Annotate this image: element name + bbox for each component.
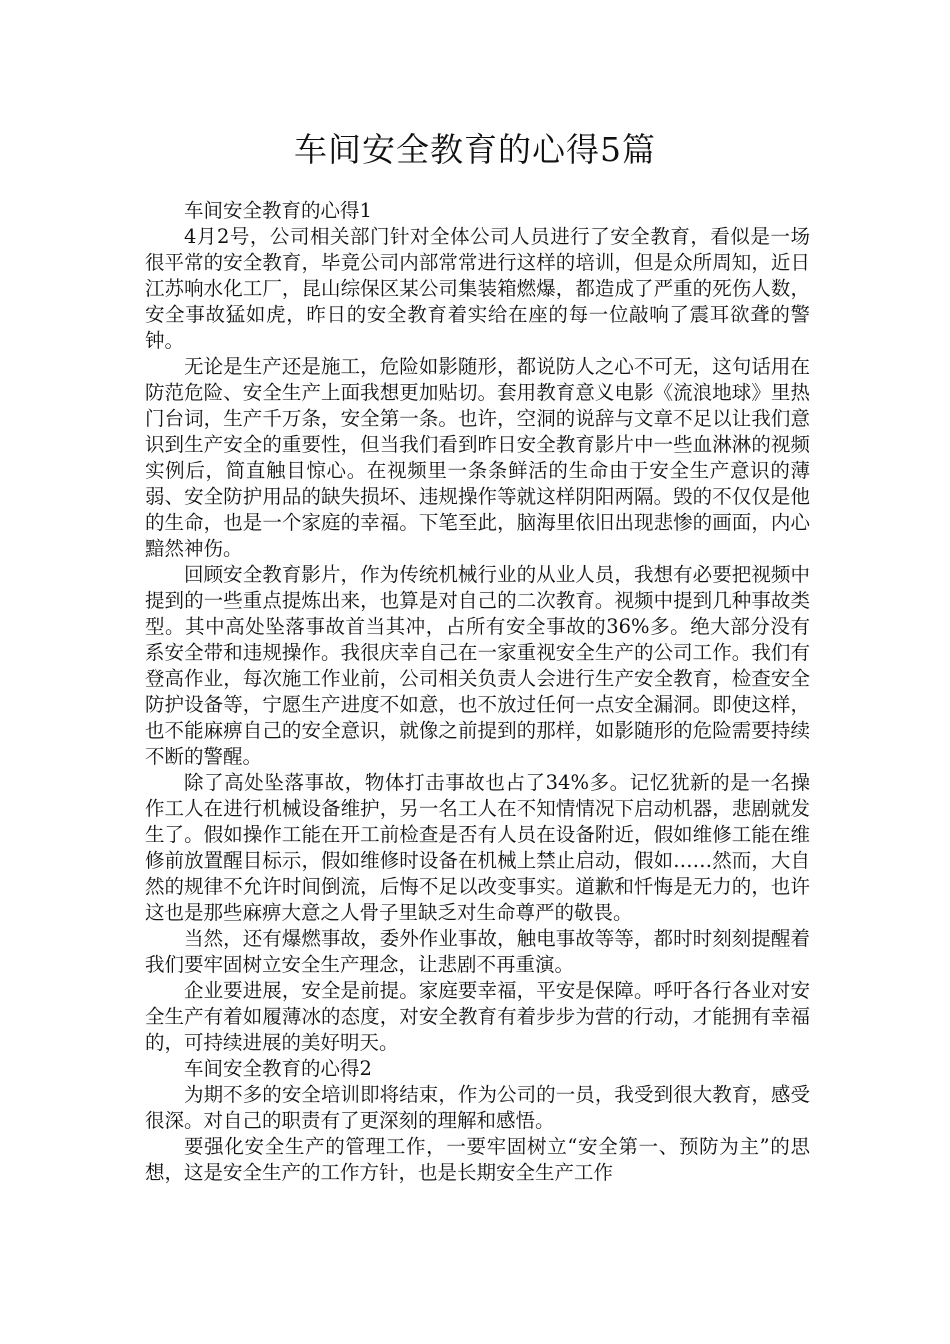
body-paragraph: 要强化安全生产的管理工作，一要牢固树立“安全第一、预防为主”的思想，这是安全生产的工作方针，也是长期安全生产工作: [145, 1135, 810, 1184]
body-paragraph: 当然，还有爆燃事故，委外作业事故，触电事故等等，都时时刻刻提醒着我们要牢固树立安全生产理念，让悲剧不再重演。: [145, 927, 810, 976]
body-paragraph: 回顾安全教育影片，作为传统机械行业的从业人员，我想有必要把视频中提到的一些重点提炼出来，也算是对自己的二次教育。视频中提到几种事故类型。其中高处坠落事故首当其冲，占所有安全事故的36%多。绝大部分没有系安全带和违规操作。我很庆幸自己在一家重视安全生产的公司工作。我们有登高作业，每次施工作业前，公司相关负责人会进行生产安全教育，检查安全防护设备等，宁愿生产进度不如意，也不放过任何一点安全漏洞。即使这样，也不能麻痹自己的安全意识，就像之前提到的那样，如影随形的危险需要持续不断的警醒。: [145, 563, 810, 768]
section-heading: 车间安全教育的心得1: [184, 199, 372, 222]
document-body: [145, 198, 810, 1186]
body-paragraph: 4月2号，公司相关部门针对全体公司人员进行了安全教育，看似是一场很平常的安全教育，毕竟公司内部常常进行这样的培训，但是众所周知，近日江苏响水化工厂，昆山综保区某公司集装箱燃爆，都造成了严重的死伤人数，安全事故猛如虎，昨日的安全教育着实给在座的每一位敲响了震耳欲聋的警钟。: [145, 225, 810, 352]
document-title: 车间安全教育的心得5篇: [294, 130, 656, 169]
body-paragraph: 无论是生产还是施工，危险如影随形，都说防人之心不可无，这句话用在防范危险、安全生产上面我想更加贴切。套用教育意义电影《流浪地球》里热门台词，生产千万条，安全第一条。也许，空洞的说辞与文章不足以让我们意识到生产安全的重要性，但当我们看到昨日安全教育影片中一些血淋淋的视频实例后，简直触目惊心。在视频里一条条鲜活的生命由于安全生产意识的薄弱、安全防护用品的缺失损坏、违规操作等就这样阴阳两隔。毁的不仅仅是他的生命，也是一个家庭的幸福。下笔至此，脑海里依旧出现悲惨的画面，内心黯然神伤。: [145, 355, 810, 560]
body-paragraph: 为期不多的安全培训即将结束，作为公司的一员，我受到很大教育，感受很深。对自己的职责有了更深刻的理解和感悟。: [145, 1083, 810, 1132]
section-heading: 车间安全教育的心得2: [184, 1057, 372, 1080]
body-paragraph: 企业要进展，安全是前提。家庭要幸福，平安是保障。呼吁各行各业对安全生产有着如履薄冰的态度，对安全教育有着步步为营的行动，才能拥有幸福的，可持续进展的美好明天。: [145, 979, 810, 1054]
body-paragraph: 除了高处坠落事故，物体打击事故也占了34%多。记忆犹新的是一名操作工人在进行机械设备维护，另一名工人在不知情情况下启动机器，悲剧就发生了。假如操作工能在开工前检查是否有人员在设备附近，假如维修工能在维修前放置醒目标示，假如维修时设备在机械上禁止启动，假如……然而，大自然的规律不允许时间倒流，后悔不足以改变事实。道歉和忏悔是无力的，也许这也是那些麻痹大意之人骨子里缺乏对生命尊严的敬畏。: [145, 771, 810, 924]
